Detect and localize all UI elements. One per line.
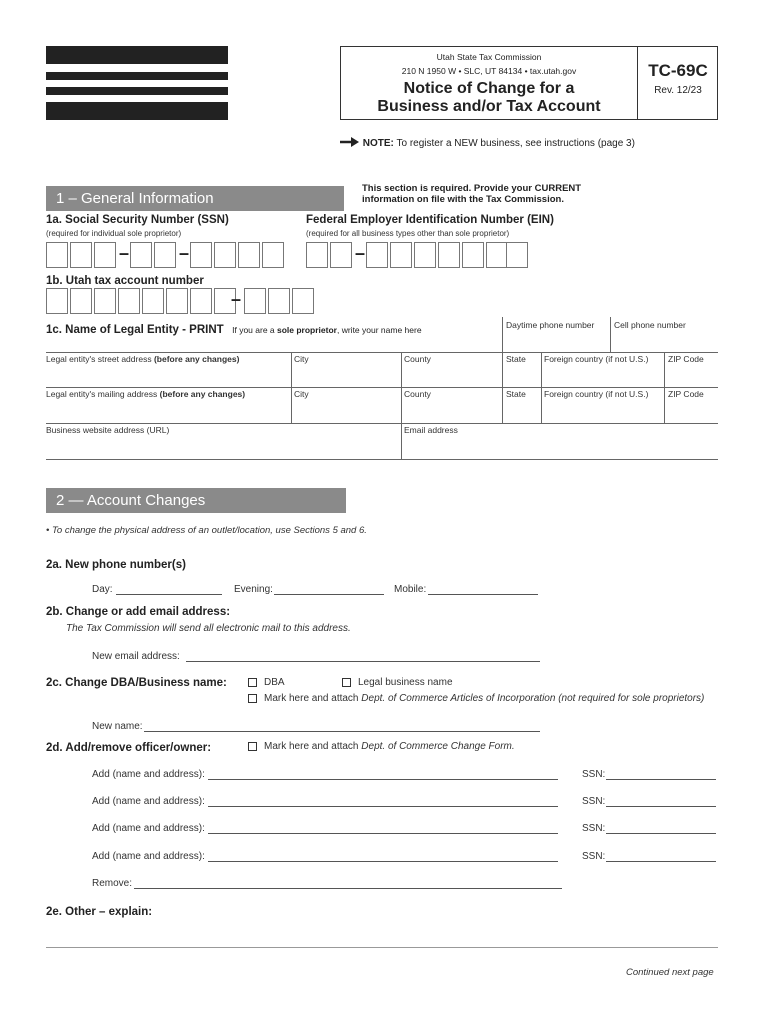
form-revision: Rev. 12/23 [654, 85, 702, 96]
legal-name-label: 1c. Name of Legal Entity - PRINT If you are a sole proprietor, write your name here [46, 324, 422, 336]
mailing-address-field[interactable]: Legal entity's mailing address (before any changes) [46, 389, 246, 399]
add-officer-ssn-input[interactable] [606, 806, 716, 807]
form-header-box [340, 46, 718, 120]
evening-label: Evening: [234, 584, 273, 595]
legal-name-checkbox[interactable] [342, 678, 351, 687]
add-officer-ssn-input[interactable] [606, 779, 716, 780]
day-label: Day: [92, 584, 113, 595]
continued-next-page: Continued next page [626, 967, 714, 978]
street-address-field[interactable]: Legal entity's street address (before any changes) [46, 354, 240, 364]
daytime-phone-field[interactable]: Daytime phone number [506, 320, 595, 330]
add-officer-label: Add (name and address): [92, 823, 205, 834]
legal-name-input[interactable] [46, 335, 502, 349]
utah-account-label: 1b. Utah tax account number [46, 275, 204, 287]
phone-heading: 2a. New phone number(s) [46, 559, 186, 571]
remove-officer-input[interactable] [134, 888, 562, 889]
add-officer-ssn-input[interactable] [606, 833, 716, 834]
add-officer-ssn-label: SSN: [582, 796, 606, 807]
section1-required-note-2: information on file with the Tax Commission. [362, 194, 564, 205]
mailing-county-field[interactable]: County [404, 389, 431, 399]
street-zip-field[interactable]: ZIP Code [668, 354, 704, 364]
street-foreign-country-field[interactable]: Foreign country (if not U.S.) [544, 354, 649, 364]
form-id-bar-3 [46, 87, 228, 95]
ein-input[interactable]: – [306, 242, 528, 268]
evening-phone-input[interactable] [274, 594, 384, 595]
arrow-right-icon [340, 136, 360, 148]
street-state-field[interactable]: State [506, 354, 526, 364]
note-label: NOTE: [362, 138, 394, 149]
mobile-label: Mobile: [394, 584, 427, 595]
form-title-line2: Business and/or Tax Account [377, 98, 601, 115]
form-number: TC-69C [648, 61, 708, 80]
note-line [340, 136, 635, 149]
email-field[interactable]: Email address [404, 425, 458, 435]
mobile-phone-input[interactable] [428, 594, 538, 595]
email-note: The Tax Commission will send all electronic mail to this address. [66, 623, 351, 634]
mailing-zip-field[interactable]: ZIP Code [668, 389, 704, 399]
agency-name: Utah State Tax Commission [436, 52, 542, 62]
utah-account-input[interactable]: – [46, 288, 314, 314]
form-title-line1: Notice of Change for a [403, 80, 575, 97]
website-field[interactable]: Business website address (URL) [46, 425, 170, 435]
email-heading: 2b. Change or add email address: [46, 606, 231, 618]
add-officer-label: Add (name and address): [92, 769, 205, 780]
add-officer-input[interactable] [208, 806, 558, 807]
change-form-checkbox[interactable] [248, 742, 257, 751]
day-phone-input[interactable] [116, 594, 222, 595]
dba-heading: 2c. Change DBA/Business name: [46, 677, 227, 689]
section2-header: 2 — Account Changes [46, 488, 346, 513]
new-name-label: New name: [92, 721, 143, 732]
add-officer-ssn-label: SSN: [582, 769, 606, 780]
articles-attach-label: Mark here and attach Dept. of Commerce Articles of Incorporation (not required for sole proprietors) [264, 693, 705, 704]
section1-header: 1 – General Information [46, 186, 344, 211]
agency-address: 210 N 1950 W • SLC, UT 84134 • tax.utah.gov [401, 66, 577, 76]
legal-name-option-label: Legal business name [358, 677, 453, 688]
note-text: To register a NEW business, see instructions (page 3) [396, 138, 635, 149]
new-email-input[interactable] [186, 661, 540, 662]
add-officer-label: Add (name and address): [92, 796, 205, 807]
ssn-label: 1a. Social Security Number (SSN) [46, 214, 229, 226]
ssn-input[interactable]: – – [46, 242, 286, 268]
street-city-field[interactable]: City [294, 354, 309, 364]
form-id-bar-2 [46, 72, 228, 80]
mailing-city-field[interactable]: City [294, 389, 309, 399]
add-officer-input[interactable] [208, 861, 558, 862]
ein-sublabel: (required for all business types other than sole proprietor) [306, 229, 510, 238]
street-county-field[interactable]: County [404, 354, 431, 364]
remove-officer-label: Remove: [92, 878, 133, 889]
cell-phone-field[interactable]: Cell phone number [614, 320, 686, 330]
mailing-foreign-country-field[interactable]: Foreign country (if not U.S.) [544, 389, 649, 399]
add-officer-input[interactable] [208, 779, 558, 780]
officer-heading: 2d. Add/remove officer/owner: [46, 742, 212, 754]
mailing-state-field[interactable]: State [506, 389, 526, 399]
add-officer-ssn-input[interactable] [606, 861, 716, 862]
new-name-input[interactable] [144, 731, 540, 732]
form-id-bar-1 [46, 46, 228, 64]
form-id-bar-4 [46, 102, 228, 120]
dba-checkbox[interactable] [248, 678, 257, 687]
articles-checkbox[interactable] [248, 694, 257, 703]
add-officer-ssn-label: SSN: [582, 851, 606, 862]
section2-bullet-note: • To change the physical address of an outlet/location, use Sections 5 and 6. [46, 525, 367, 536]
section1-required-note-1: This section is required. Provide your CURRENT [362, 183, 582, 194]
change-form-attach-label: Mark here and attach Dept. of Commerce Change Form. [264, 741, 515, 752]
add-officer-label: Add (name and address): [92, 851, 205, 862]
other-heading: 2e. Other – explain: [46, 906, 153, 918]
add-officer-input[interactable] [208, 833, 558, 834]
ssn-sublabel: (required for individual sole proprietor) [46, 229, 182, 238]
add-officer-ssn-label: SSN: [582, 823, 606, 834]
dba-option-label: DBA [264, 677, 285, 688]
new-email-label: New email address: [92, 651, 180, 662]
ein-label: Federal Employer Identification Number (EIN) [306, 214, 554, 226]
other-explain-input[interactable] [46, 947, 718, 948]
